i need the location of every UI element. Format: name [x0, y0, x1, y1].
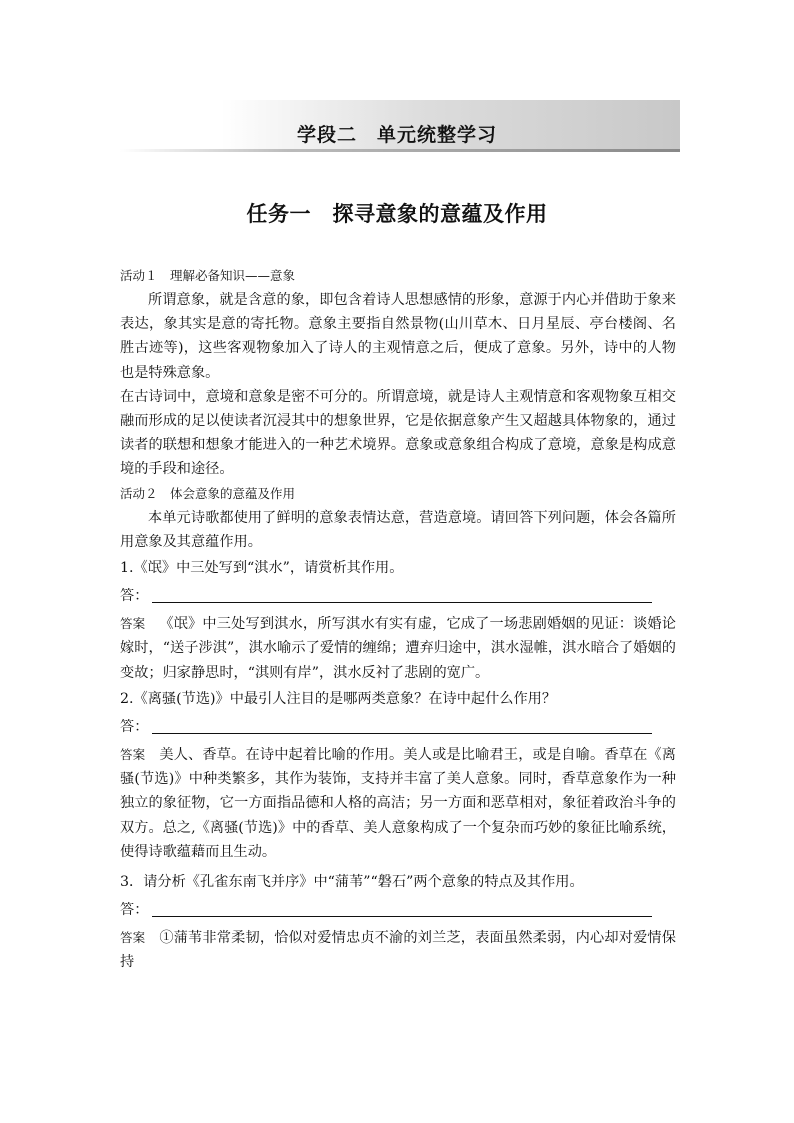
- answer-line-3[interactable]: [120, 894, 676, 922]
- answer-1-text: 《氓》中三处写到淇水，所写淇水有实有虚，它成了一场悲剧婚姻的见证：谈婚论嫁时，“送子涉淇”，淇水喻示了爱情的缠绵；遭弃归途中，淇水湿帷，淇水暗合了婚姻的变故；归家静思时，“淇则有岸”，淇水反衬了悲剧的宽广。: [120, 616, 676, 681]
- answer-line-2[interactable]: [120, 711, 676, 739]
- answer-prefix: 答：: [120, 588, 149, 605]
- activity-2-heading: 活动２ 体会意象的意蕴及作用: [120, 485, 296, 501]
- answer-2: [120, 743, 676, 864]
- activity-1-heading: 活动１ 理解必备知识——意象: [120, 268, 296, 283]
- answer-3-text: ①蒲苇非常柔韧，恰似对爱情忠贞不渝的刘兰芝，表面虽然柔弱，内心却对爱情保持: [120, 930, 676, 971]
- answer-tag: 答案: [120, 616, 146, 632]
- answer-2-text: 美人、香草。在诗中起着比喻的作用。美人或是比喻君王，或是自喻。香草在《离骚(节选)》中种类繁多，其作为装饰，支持并丰富了美人意象。同时，香草意象作为一种独立的象征物，它一方面指品德和人格的高洁；另一方面和恶草相对，象征着政治斗争的双方。总之,《离骚(节选)》中的香草、美人意象构成了一个复杂而巧妙的象征比喻系统，使得诗歌蕴藉而且生动。: [120, 747, 676, 860]
- section-header-title: 学段二 单元统整学习: [296, 124, 497, 146]
- answer-line-1[interactable]: [120, 580, 676, 608]
- answer-tag: 答案: [120, 930, 146, 946]
- answer-tag: 答案: [120, 747, 146, 763]
- answer-3: [120, 926, 676, 974]
- answer-blank[interactable]: [152, 916, 652, 917]
- activity-1-paragraph-2: 在古诗词中，意境和意象是密不可分的。所谓意境，就是诗人主观情意和客观物象互相交融而形成的足以使读者沉浸其中的想象世界，它是依据意象产生又超越具体物象的，通过读者的联想和想象才能进入的一种艺术境界。意象或意象组合构成了意境，意象是构成意境的手段和途径。: [120, 388, 676, 478]
- task-title: 任务一 探寻意象的意蕴及作用: [246, 202, 548, 226]
- answer-prefix: 答：: [120, 902, 149, 919]
- answer-prefix: 答：: [120, 718, 149, 735]
- activity-2-intro: 本单元诗歌都使用了鲜明的意象表情达意，营造意境。请回答下列问题，体会各篇所用意象及其意蕴作用。: [120, 509, 676, 550]
- question-1: 1.《氓》中三处写到“淇水”，请赏析其作用。: [120, 560, 404, 577]
- activity-1-paragraph-1: 所谓意象，就是含意的象，即包含着诗人思想感情的形象，意源于内心并借助于象来表达，象其实是意的寄托物。意象主要指自然景物(山川草木、日月星辰、亭台楼阁、名胜古迹等)，这些客观物象加入了诗人的主观情意之后，便成了意象。另外，诗中的人物也是特殊意象。: [120, 292, 676, 381]
- document-body: [120, 264, 676, 975]
- question-3: 3．请分析《孔雀东南飞并序》中“蒲苇”“磐石”两个意象的特点及其作用。: [120, 874, 584, 891]
- question-2: 2.《离骚(节选)》中最引人注目的是哪两类意象？在诗中起什么作用？: [120, 690, 557, 707]
- answer-1: [120, 612, 676, 685]
- answer-blank[interactable]: [152, 602, 652, 603]
- answer-blank[interactable]: [152, 733, 652, 734]
